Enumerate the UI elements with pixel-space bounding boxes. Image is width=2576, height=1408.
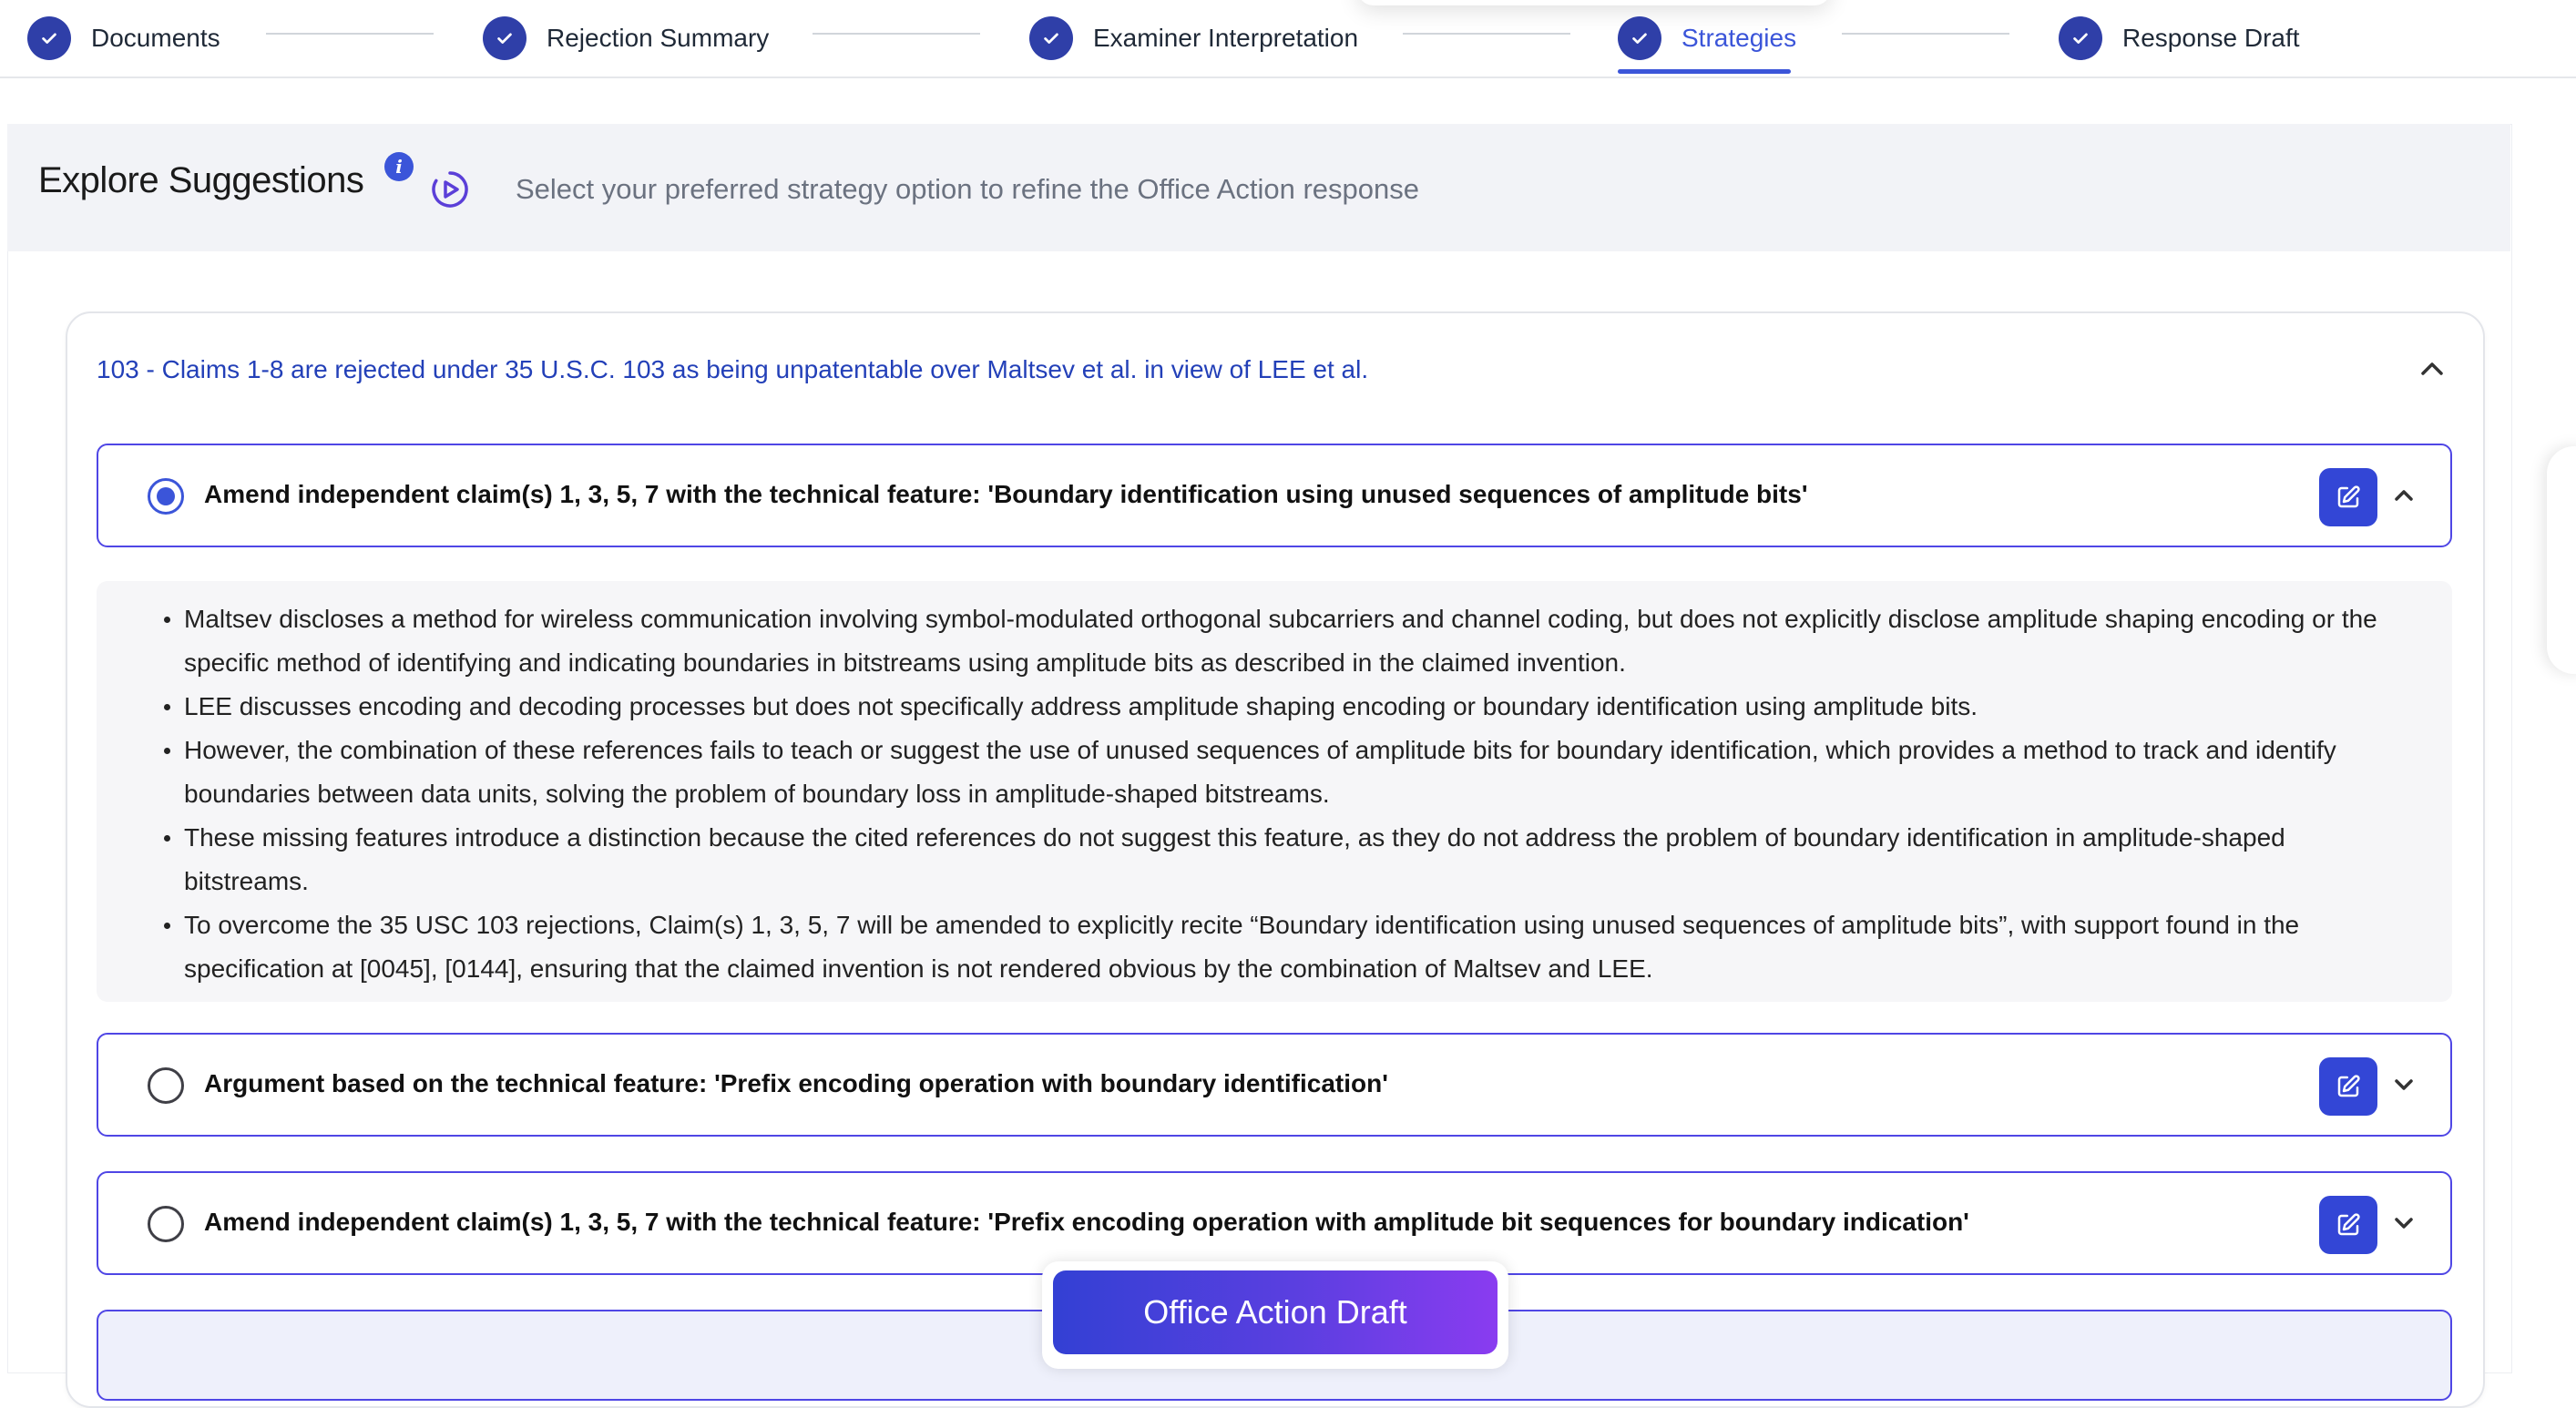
info-icon[interactable]: i <box>384 152 414 181</box>
list-item: LEE discusses encoding and decoding processes but does not specifically address amplitude shaping encoding or boundary identification using amplitude bits. <box>184 685 2407 729</box>
progress-stepper <box>0 0 2576 78</box>
option-label: Amend independent claim(s) 1, 3, 5, 7 with the technical feature: 'Prefix encoding operation with amplitude bit sequences for boundary indication' <box>204 1208 1969 1236</box>
check-icon <box>2059 16 2102 60</box>
option-details <box>97 581 2452 1002</box>
strategy-option[interactable] <box>97 1033 2452 1137</box>
list-item: Maltsev discloses a method for wireless communication involving symbol-modulated orthogonal subcarriers and channel coding, but does not explicitly disclose amplitude shaping encoding or the specific method of identifying and indicating boundaries in bitstreams using amplitude bits as described in the claimed invention. <box>184 597 2407 685</box>
step-response-draft[interactable] <box>2059 0 2300 77</box>
step-connector <box>266 33 434 35</box>
strategy-option[interactable] <box>97 1171 2452 1275</box>
step-label: Strategies <box>1682 24 1797 52</box>
list-item: These missing features introduce a distinction because the cited references do not suggest this feature, as they do not address the problem of boundary identification in amplitude-shaped bitstreams. <box>184 816 2407 903</box>
chevron-down-icon[interactable] <box>2390 1071 2418 1098</box>
page-title: Explore Suggestions <box>38 160 364 200</box>
chevron-up-icon[interactable] <box>2416 355 2448 383</box>
step-connector <box>1842 33 2009 35</box>
details-list <box>184 597 2407 991</box>
chevron-down-icon[interactable] <box>2390 1209 2418 1237</box>
step-connector <box>1403 33 1570 35</box>
option-label: Amend independent claim(s) 1, 3, 5, 7 with the technical feature: 'Boundary identification using unused sequences of amplitude bits' <box>204 480 1808 508</box>
step-label: Examiner Interpretation <box>1093 24 1359 52</box>
step-strategies[interactable] <box>1618 0 1796 77</box>
check-icon <box>483 16 526 60</box>
list-item: To overcome the 35 USC 103 rejections, Claim(s) 1, 3, 5, 7 will be amended to explicitly recite “Boundary identification using unused sequences of amplitude bits”, with support found in the specification at [0045], [0144], ensuring that the claimed invention is not rendered obvious by the combination of Maltsev and LEE. <box>184 903 2407 991</box>
rejection-title[interactable]: 103 - Claims 1-8 are rejected under 35 U.S.C. 103 as being unpatentable over Maltsev et al. in view of LEE et al. <box>97 355 1369 383</box>
radio-button[interactable] <box>148 478 184 515</box>
edit-icon <box>2335 1211 2362 1239</box>
step-examiner-interpretation[interactable] <box>1029 0 1358 77</box>
step-connector <box>813 33 980 35</box>
step-documents[interactable] <box>27 0 220 77</box>
strategy-option[interactable] <box>97 444 2452 547</box>
step-label: Documents <box>91 24 220 52</box>
edit-button[interactable] <box>2319 1057 2377 1116</box>
check-icon <box>27 16 71 60</box>
list-item: However, the combination of these references fails to teach or suggest the use of unused sequences of amplitude bits for boundary identification, which provides a method to track and identify boundaries between data units, solving the problem of boundary loss in amplitude-shaped bitstreams. <box>184 729 2407 816</box>
edit-icon <box>2335 484 2362 511</box>
radio-button[interactable] <box>148 1206 184 1242</box>
active-step-underline <box>1618 69 1791 74</box>
side-panel-shadow <box>2547 446 2576 674</box>
edit-button[interactable] <box>2319 468 2377 526</box>
check-icon <box>1029 16 1073 60</box>
check-icon <box>1618 16 1661 60</box>
step-rejection-summary[interactable] <box>483 0 769 77</box>
step-label: Response Draft <box>2122 24 2300 52</box>
radio-button[interactable] <box>148 1067 184 1104</box>
chevron-up-icon[interactable] <box>2390 482 2418 509</box>
edit-button[interactable] <box>2319 1196 2377 1254</box>
page-subtitle: Select your preferred strategy option to refine the Office Action response <box>516 173 1419 205</box>
office-action-draft-button[interactable]: Office Action Draft <box>1053 1270 1498 1354</box>
step-label: Rejection Summary <box>547 24 770 52</box>
option-label: Argument based on the technical feature: 'Prefix encoding operation with boundary identification' <box>204 1069 1388 1097</box>
edit-icon <box>2335 1073 2362 1100</box>
play-circle-icon[interactable] <box>430 169 470 209</box>
